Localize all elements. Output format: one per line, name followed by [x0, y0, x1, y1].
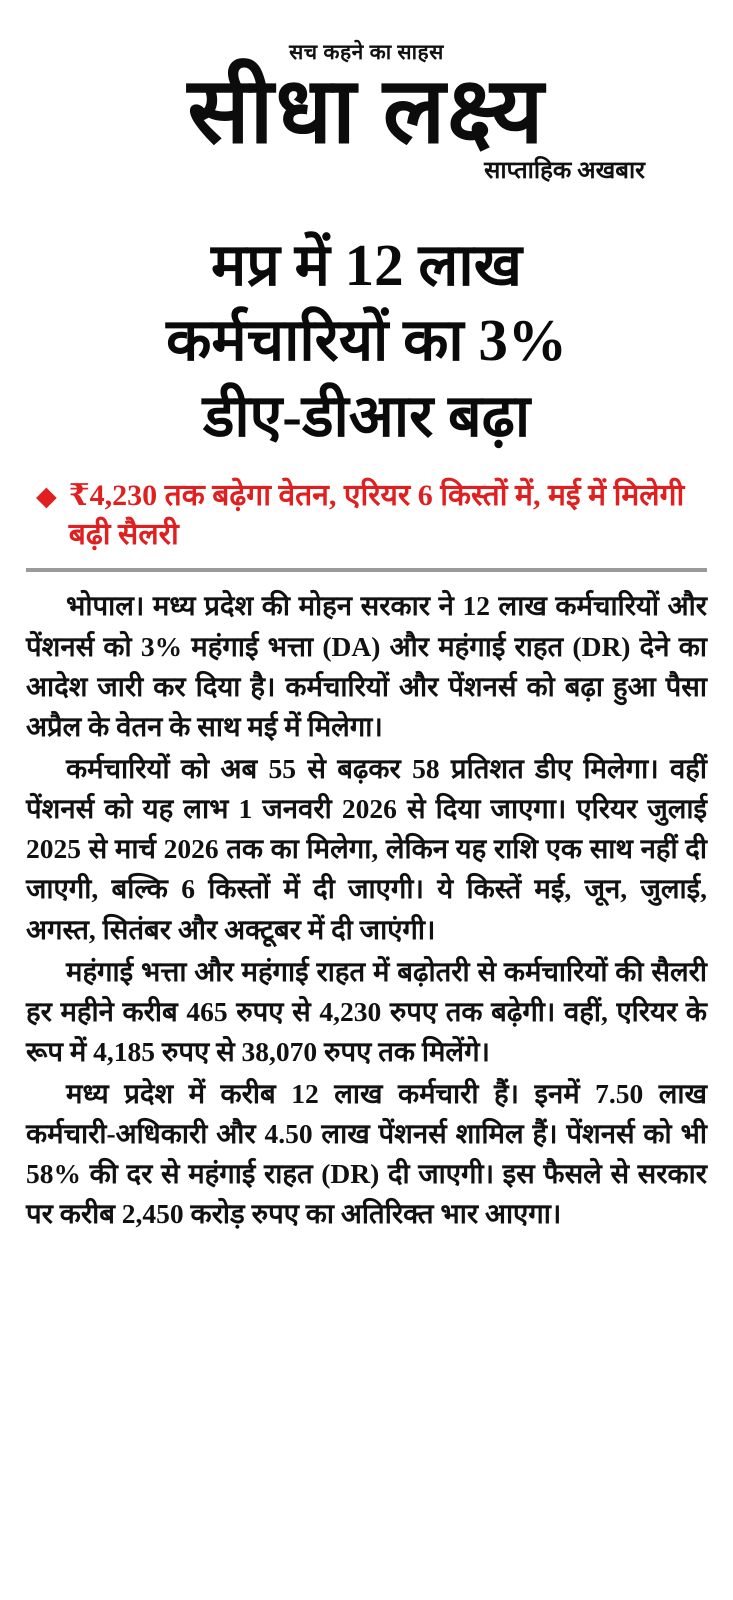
- headline-line-2: कर्मचारियों का 3%: [166, 307, 567, 374]
- article-subheadline: [26, 476, 707, 554]
- subheadline-text: ₹4,230 तक बढ़ेगा वेतन, एरियर 6 किस्तों में, मई में मिलेगी बढ़ी सैलरी: [68, 479, 685, 552]
- article-headline: [26, 228, 707, 455]
- headline-line-3: डीए-डीआर बढ़ा: [202, 382, 531, 449]
- masthead-tagline: सच कहने का साहस: [289, 40, 444, 64]
- horizontal-divider: [26, 568, 707, 572]
- article-paragraph: महंगाई भत्ता और महंगाई राहत में बढ़ोतरी से कर्मचारियों की सैलरी हर महीने करीब 465 रुपए से 4,230 रुपए तक बढ़ेगी। वहीं, एरियर के रूप में 4,185 रुपए से 38,070 रुपए तक मिलेंगे।: [26, 955, 707, 1067]
- article-paragraph: कर्मचारियों को अब 55 से बढ़कर 58 प्रतिशत डीए मिलेगा। वहीं पेंशनर्स को यह लाभ 1 जनवरी 2026 से दिया जाएगा। एरियर जुलाई 2025 से मार्च 2026 तक का मिलेगा, लेकिन यह राशि एक साथ नहीं दी जाएगी, बल्कि 6 किस्तों में दी जाएगी। ये किस्तें मई, जून, जुलाई, अगस्त, सितंबर और अक्टूबर में दी जाएंगी।: [26, 752, 707, 945]
- masthead-title: सीधा लक्ष्य: [187, 60, 546, 162]
- masthead-subtitle: साप्ताहिक अखबार: [484, 157, 645, 184]
- masthead: [26, 0, 707, 186]
- diamond-bullet-icon: ◆: [36, 481, 57, 512]
- article-paragraph: भोपाल। मध्य प्रदेश की मोहन सरकार ने 12 लाख कर्मचारियों और पेंशनर्स को 3% महंगाई भत्ता (DA) और महंगाई राहत (DR) देने का आदेश जारी कर दिया है। कर्मचारियों और पेंशनर्स को बढ़ा हुआ पैसा अप्रैल के वेतन के साथ मई में मिलेगा।: [26, 590, 707, 742]
- article-paragraph: मध्य प्रदेश में करीब 12 लाख कर्मचारी हैं। इनमें 7.50 लाख कर्मचारी-अधिकारी और 4.50 लाख पेंशनर्स शामिल हैं। पेंशनर्स को भी 58% की दर से महंगाई राहत (DR) दी जाएगी। इस फैसले से सरकार पर करीब 2,450 करोड़ रुपए का अतिरिक्त भार आएगा।: [26, 1078, 707, 1230]
- article-body: [26, 586, 707, 1234]
- headline-line-1: मप्र में 12 लाख: [211, 231, 522, 298]
